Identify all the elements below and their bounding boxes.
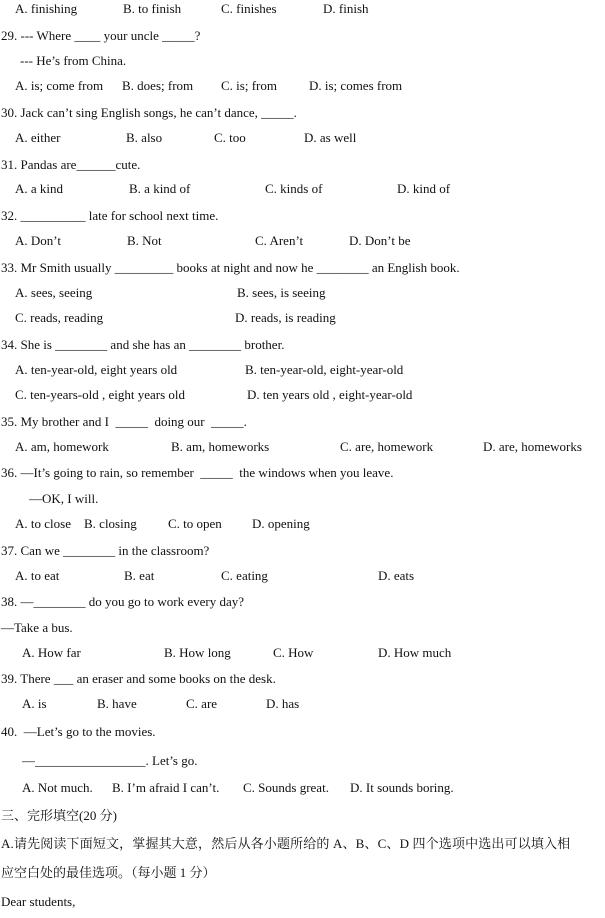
option-c: C. reads, reading [15,310,104,325]
option-b: B. a kind of [129,181,191,196]
option-d: D. It sounds boring. [350,780,454,795]
option-b: B. closing [84,516,137,531]
option-b: B. I’m afraid I can’t. [112,780,220,795]
option-b: B. also [126,130,163,145]
option-d: D. eats [378,568,415,583]
section-instruction: A.请先阅读下面短文，掌握其大意，然后从各小题所给的 A、B、C、D 四个选项中选出可以填入相 [1,836,571,851]
option-b: B. have [97,696,137,711]
option-d: D. reads, is reading [235,310,336,325]
option-b: B. sees, is seeing [237,285,326,300]
option-c: C. too [214,130,246,145]
option-c: C. are [186,696,218,711]
option-d: D. finish [323,1,369,16]
option-d: D. kind of [397,181,451,196]
question-stem: 38. —________ do you go to work every day? [1,594,244,609]
option-d: D. is; comes from [309,78,403,93]
option-c: C. kinds of [265,181,323,196]
option-b: B. to finish [123,1,182,16]
option-c: C. Aren’t [255,233,304,248]
question-stem: 35. My brother and I _____ doing our _____. [1,414,247,429]
option-a: A. either [15,130,61,145]
option-b: B. Not [127,233,162,248]
option-a: A. Not much. [22,780,93,795]
option-b: B. am, homeworks [171,439,270,454]
option-d: D. opening [252,516,310,531]
option-c: C. ten-years-old , eight years old [15,387,186,402]
question-stem: 36. —It’s going to rain, so remember _____ the windows when you leave. [1,465,394,480]
option-d: D. are, homeworks [483,439,582,454]
dialogue-reply: --- He’s from China. [20,53,127,68]
question-stem: 32. __________ late for school next time. [1,208,219,223]
question-stem: 37. Can we ________ in the classroom? [1,543,210,558]
option-b: B. ten-year-old, eight-year-old [245,362,404,377]
option-a: A. ten-year-old, eight years old [15,362,178,377]
option-c: C. Sounds great. [243,780,329,795]
question-stem: 39. There ___ an eraser and some books on the desk. [1,671,276,686]
dialogue-reply: —Take a bus. [1,620,73,635]
option-c: C. How [273,645,314,660]
option-c: C. to open [168,516,222,531]
option-b: B. does; from [122,78,194,93]
option-a: A. to eat [15,568,60,583]
question-stem: 33. Mr Smith usually _________ books at night and now he ________ an English book. [1,260,460,275]
option-c: C. eating [221,568,268,583]
option-d: D. has [266,696,300,711]
option-b: B. How long [164,645,231,660]
option-b: B. eat [124,568,155,583]
option-c: C. finishes [221,1,277,16]
dialogue-reply: —_________________. Let’s go. [22,753,198,768]
option-a: A. sees, seeing [15,285,93,300]
passage-greeting: Dear students, [1,894,76,909]
option-d: D. as well [304,130,357,145]
option-c: C. are, homework [340,439,434,454]
option-d: D. Don’t be [349,233,411,248]
question-stem: 30. Jack can’t sing English songs, he can’t dance, _____. [1,105,297,120]
option-a: A. is [22,696,47,711]
option-a: A. to close [15,516,71,531]
question-stem: 40. —Let’s go to the movies. [1,724,156,739]
option-a: A. a kind [15,181,64,196]
question-stem: 34. She is ________ and she has an ________ brother. [1,337,285,352]
dialogue-reply: —OK, I will. [29,491,99,506]
option-a: A. Don’t [15,233,61,248]
section-heading: 三、完形填空(20 分) [1,808,117,823]
section-instruction: 应空白处的最佳选项。（每小题 1 分） [1,865,216,880]
option-a: A. How far [22,645,81,660]
question-stem: 31. Pandas are______cute. [1,157,141,172]
question-stem: 29. --- Where ____ your uncle _____? [1,28,201,43]
option-a: A. finishing [15,1,78,16]
option-d: D. How much [378,645,452,660]
option-a: A. am, homework [15,439,109,454]
option-a: A. is; come from [15,78,104,93]
option-d: D. ten years old , eight-year-old [247,387,413,402]
option-c: C. is; from [221,78,277,93]
